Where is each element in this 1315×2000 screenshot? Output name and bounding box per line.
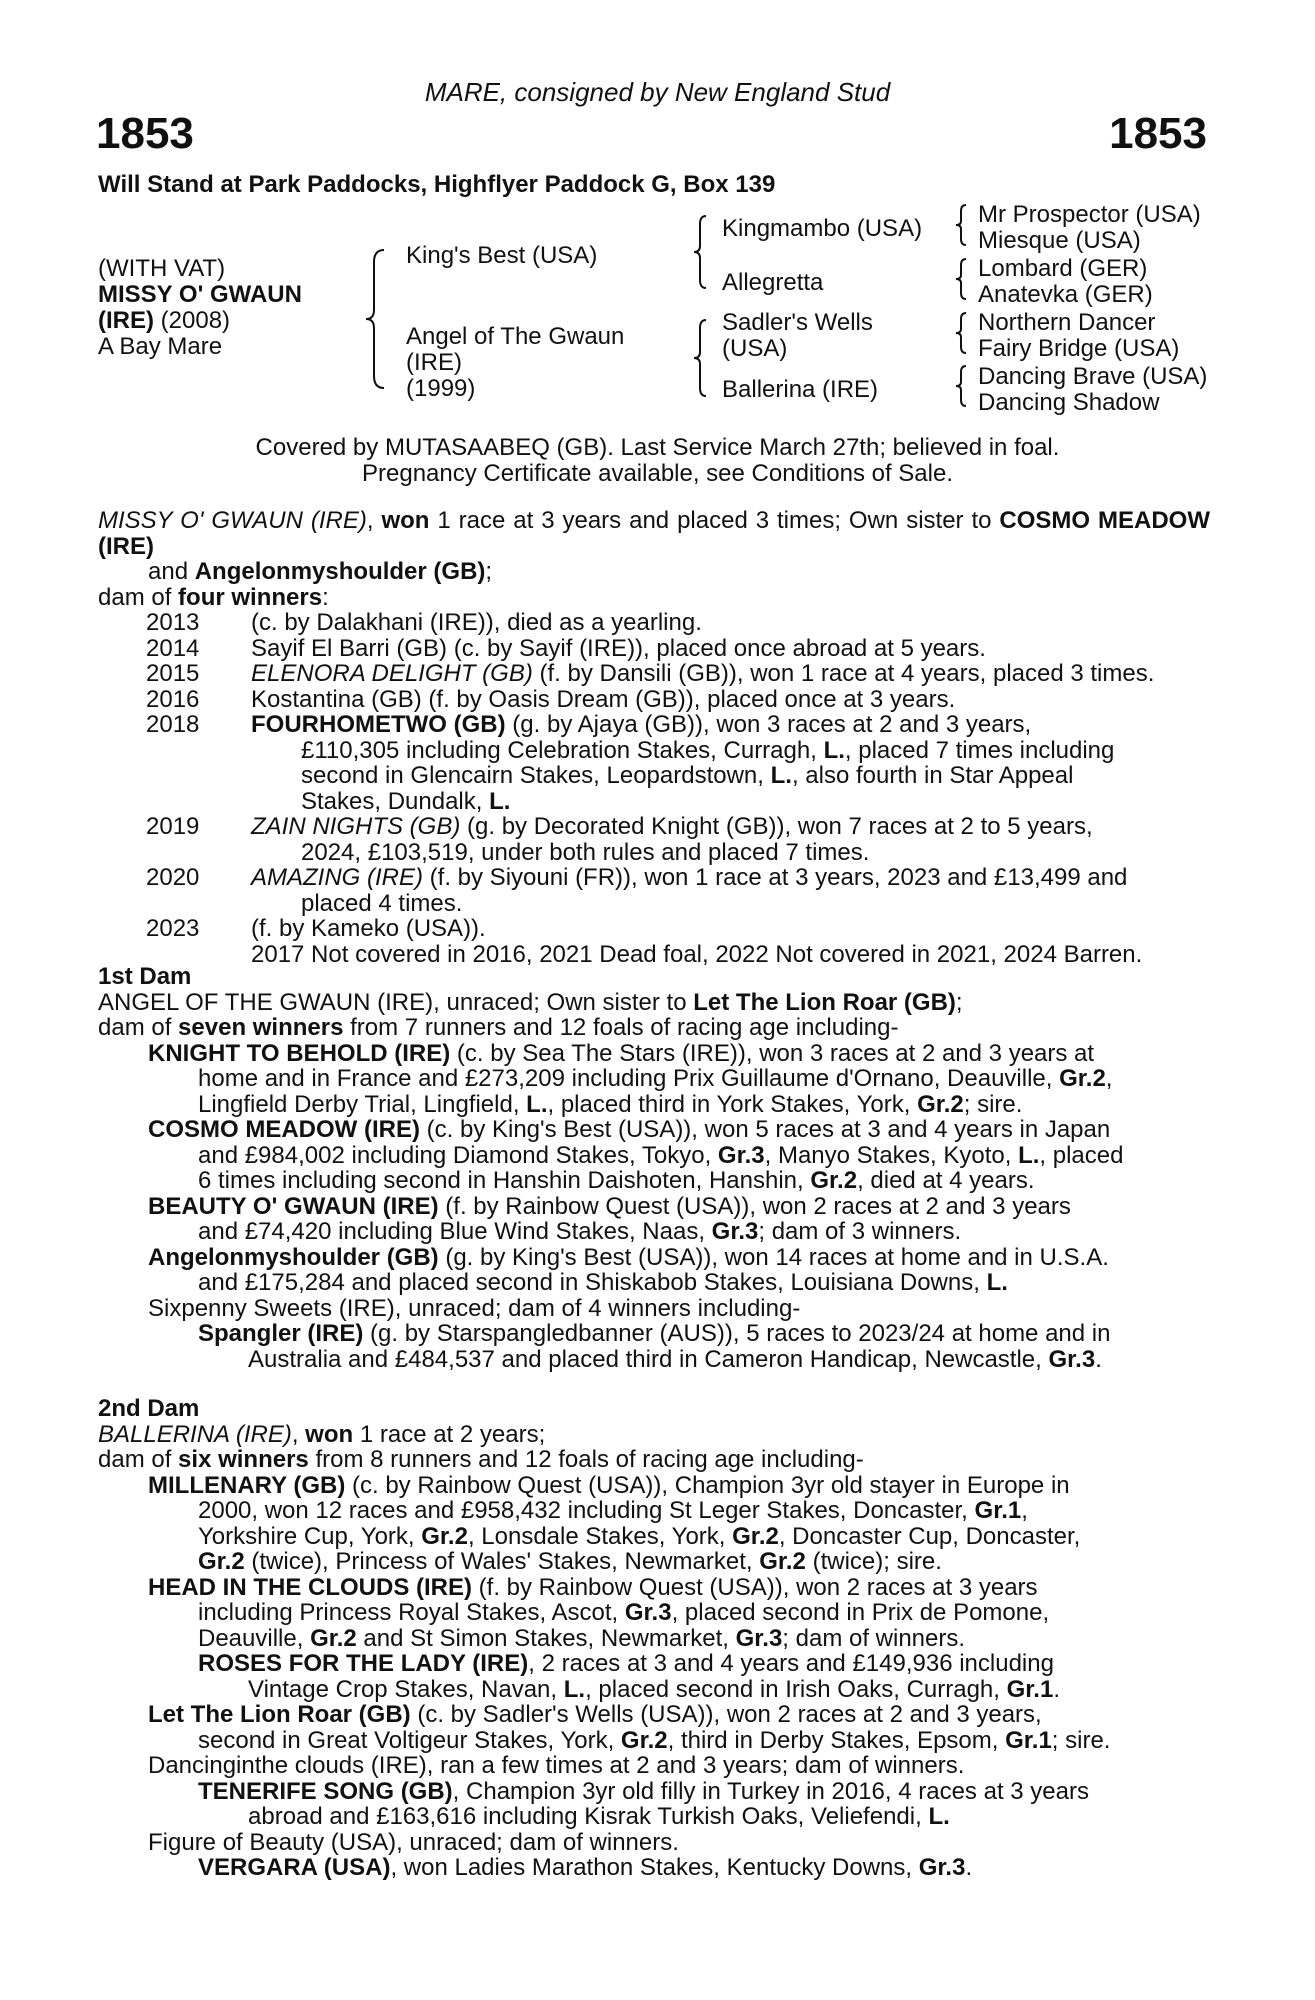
- semicolon: ;: [485, 558, 493, 585]
- produce-cont: , placed 7 times including: [844, 736, 1115, 764]
- entry-text: , Doncaster Cup, Doncaster,: [778, 1522, 1081, 1550]
- pedigree-dam-line2: (IRE): [406, 349, 462, 376]
- grade-badge: Gr.2: [917, 1090, 964, 1118]
- entry-name: BEAUTY O' GWAUN (IRE): [148, 1192, 439, 1220]
- produce-year: 2018: [146, 711, 200, 738]
- entry-text: (c. by Sadler's Wells (USA)), won 2 races at 2 and 3 years,: [410, 1701, 1042, 1728]
- sibling-name: Let The Lion Roar (GB): [693, 988, 956, 1016]
- dam-of-label: dam of: [98, 583, 179, 611]
- pedigree-sire-sire: Kingmambo (USA): [722, 215, 923, 242]
- covered-line1: Covered by MUTASAABEQ (GB). Last Service March 27th; believed in foal.: [255, 434, 1060, 461]
- entry-text: , 2 races at 3 and 4 years and £149,936 including: [528, 1650, 1054, 1677]
- listed-badge: L.: [770, 762, 792, 789]
- produce-year: 2020: [146, 864, 200, 891]
- entry-text: and £984,002 including Diamond Stakes, Tokyo,: [198, 1141, 718, 1169]
- covered-line2: Pregnancy Certificate available, see Conditions of Sale.: [362, 459, 953, 487]
- list-item: [148, 1779, 1210, 1830]
- entry-text: and £175,284 and placed second in Shiskabob Stakes, Louisiana Downs,: [198, 1269, 987, 1296]
- entry-text: , Champion 3yr old filly in Turkey in 2016, 4 races at 3 years: [452, 1777, 1089, 1805]
- list-item: Sixpenny Sweets (IRE), unraced; dam of 4 winners including-: [148, 1294, 801, 1322]
- produce-year: 2023: [146, 915, 200, 942]
- text: ;: [955, 988, 963, 1016]
- pedigree-dam-sire-line1: Sadler's Wells: [722, 309, 873, 336]
- produce-row: [98, 916, 1210, 967]
- produce-notes: 2017 Not covered in 2016, 2021 Dead foal, 2022 Not covered in 2021, 2024 Barren.: [251, 940, 1143, 968]
- second-dam-line2: [98, 1447, 1210, 1473]
- list-item: [148, 1651, 1210, 1702]
- first-dam-line2: [98, 1015, 1210, 1041]
- entry-text: 6 times including second in Hanshin Daishoten, Hanshin,: [198, 1167, 811, 1194]
- horse-year: (2008): [154, 307, 231, 334]
- grade-badge: Gr.3: [918, 1854, 966, 1881]
- produce-text: Kostantina (GB) (f. by Oasis Dream (GB)), placed once at 3 years.: [251, 685, 956, 713]
- second-dam-entries: [98, 1473, 1210, 1881]
- grade-badge: Gr.3: [1048, 1345, 1096, 1373]
- list-item: [148, 1245, 1210, 1296]
- entry-text: (c. by Sea The Stars (IRE)), won 3 races at 2 and 3 years at: [450, 1039, 1095, 1067]
- listed-badge: L.: [823, 736, 845, 764]
- list-item: Dancinginthe clouds (IRE), ran a few times at 2 and 3 years; dam of winners.: [148, 1752, 965, 1779]
- list-item: Figure of Beauty (USA), unraced; dam of winners.: [148, 1828, 679, 1856]
- pedigree-ssd: Miesque (USA): [978, 227, 1141, 254]
- entry-name: VERGARA (USA): [198, 1854, 391, 1881]
- produce-year: 2015: [146, 660, 200, 687]
- entry-text: Vintage Crop Stakes, Navan,: [248, 1675, 564, 1703]
- list-item: [148, 1702, 1210, 1753]
- produce-row: [98, 865, 1210, 916]
- lot-number-right: 1853: [1109, 109, 1207, 158]
- produce-text: (c. by Dalakhani (IRE)), died as a yearling.: [251, 609, 702, 636]
- entry-name: KNIGHT TO BEHOLD (IRE): [148, 1039, 451, 1067]
- entry-name: ROSES FOR THE LADY (IRE): [198, 1650, 529, 1677]
- first-dam-heading: 1st Dam: [98, 963, 192, 990]
- produce-name: ZAIN NIGHTS (GB): [251, 813, 461, 840]
- mare-summary: [98, 508, 1210, 967]
- produce-text: Sayif El Barri (GB) (c. by Sayif (IRE)), placed once abroad at 5 years.: [251, 634, 986, 662]
- produce-cont: placed 4 times.: [301, 889, 463, 917]
- and-word: and: [148, 558, 195, 585]
- entry-text: , placed second in Irish Oaks, Curragh,: [585, 1675, 1007, 1703]
- grade-badge: Gr.3: [624, 1599, 672, 1626]
- pedigree-dss: Northern Dancer: [978, 309, 1156, 336]
- grade-badge: L.: [526, 1090, 548, 1118]
- entry-text: abroad and £163,616 including Kisrak Turkish Oaks, Veliefendi,: [248, 1803, 929, 1830]
- entry-text: , Lonsdale Stakes, York,: [467, 1522, 733, 1550]
- produce-text: [251, 661, 1210, 687]
- produce-text: [251, 712, 1210, 814]
- pedigree-dam-line1: Angel of The Gwaun: [406, 323, 625, 350]
- pedigree-sss: Mr Prospector (USA): [978, 201, 1201, 228]
- produce-cont: Stakes, Dundalk,: [301, 787, 490, 815]
- entry-text: (c. by King's Best (USA)), won 5 races at 3 and 4 years in Japan: [419, 1116, 1111, 1143]
- consignment-line: MARE, consigned by New England Stud: [424, 77, 891, 107]
- entry-text: and St Simon Stakes, Newmarket,: [356, 1624, 736, 1652]
- grade-badge: Gr.3: [735, 1624, 783, 1652]
- entry-text: ; dam of winners.: [782, 1624, 966, 1652]
- entry-text: ,: [1021, 1497, 1028, 1524]
- lot-number-left: 1853: [96, 109, 194, 158]
- pedigree-dam-dam: Ballerina (IRE): [722, 376, 879, 403]
- produce-detail: (f. by Siyouni (FR)), won 1 race at 3 years, 2023 and £13,499 and: [423, 864, 1128, 891]
- entry-text: (twice), Princess of Wales' Stakes, Newmarket,: [244, 1548, 760, 1575]
- sibling-2: Angelonmyshoulder (GB): [194, 558, 486, 585]
- dam-of-line: [98, 585, 1210, 611]
- grade-badge: Gr.2: [198, 1548, 245, 1575]
- grade-badge: Gr.2: [759, 1548, 806, 1575]
- entry-name: Let The Lion Roar (GB): [148, 1701, 411, 1728]
- entry-name: TENERIFE SONG (GB): [198, 1777, 453, 1805]
- entry-text: ; sire.: [1051, 1726, 1111, 1754]
- grade-badge: L.: [1018, 1141, 1040, 1169]
- entry-text: (f. by Rainbow Quest (USA)), won 2 races at 3 years: [472, 1573, 1038, 1601]
- sibling-1: COSMO MEADOW (IRE): [98, 507, 1211, 560]
- pedigree-brace-ss: [954, 203, 968, 247]
- entry-text: including Princess Royal Stakes, Ascot,: [198, 1599, 625, 1626]
- winners-count: four winners: [178, 583, 323, 611]
- produce-year: 2013: [146, 609, 200, 636]
- entry-text: .: [1053, 1675, 1060, 1703]
- mare-summary-line2: [98, 559, 1210, 585]
- pedigree-dam: [406, 324, 624, 402]
- entry-name: COSMO MEADOW (IRE): [148, 1116, 420, 1143]
- entry-text: (twice); sire.: [805, 1548, 942, 1575]
- list-item: [148, 1041, 1210, 1118]
- entry-text: and £74,420 including Blue Wind Stakes, Naas,: [198, 1218, 712, 1245]
- pedigree-dam-sire: [722, 310, 873, 362]
- mare-name: MISSY O' GWAUN (IRE): [98, 507, 367, 534]
- grade-badge: Gr.1: [1006, 1675, 1054, 1703]
- produce-detail: (f. by Kameko (USA)).: [251, 915, 486, 942]
- entry-text: , Manyo Stakes, Kyoto,: [764, 1141, 1019, 1169]
- pedigree-brace-sd: [954, 257, 968, 301]
- vat-note: (WITH VAT): [98, 255, 226, 282]
- grade-badge: Gr.2: [1059, 1065, 1106, 1092]
- entry-text: Australia and £484,537 and placed third in Cameron Handicap, Newcastle,: [248, 1345, 1049, 1373]
- produce-list: [98, 610, 1210, 967]
- produce-cont: , also fourth in Star Appeal: [791, 762, 1074, 789]
- pedigree-brace-dam: [692, 318, 708, 398]
- produce-year: 2019: [146, 813, 200, 840]
- entry-name: MILLENARY (GB): [148, 1471, 346, 1499]
- entry-text: Yorkshire Cup, York,: [198, 1522, 422, 1550]
- grade-badge: Gr.3: [711, 1218, 759, 1245]
- grade-badge: Gr.1: [974, 1497, 1022, 1524]
- list-item: [148, 1321, 1210, 1372]
- pedigree-sire-dam: Allegretta: [722, 269, 824, 296]
- entry-text: , won Ladies Marathon Stakes, Kentucky Downs,: [390, 1854, 919, 1881]
- stand-location: Will Stand at Park Paddocks, Highflyer Paddock G, Box 139: [98, 171, 776, 198]
- horse-country: (IRE): [98, 307, 154, 334]
- produce-row: [98, 814, 1210, 865]
- winners-count: seven winners: [178, 1014, 344, 1041]
- entry-text: , placed second in Prix de Pomone,: [671, 1599, 1050, 1626]
- second-dam-section: [98, 1396, 1210, 1881]
- covered-note: [0, 435, 1315, 486]
- horse-name-line2: [98, 308, 302, 334]
- entry-name: Angelonmyshoulder (GB): [148, 1243, 439, 1271]
- grade-badge: Gr.2: [310, 1624, 357, 1652]
- pedigree-brace-dd: [954, 364, 968, 408]
- pedigree-brace-sire: [692, 214, 708, 290]
- listed-badge: L.: [489, 787, 511, 815]
- dam-name: BALLERINA (IRE): [98, 1420, 292, 1448]
- produce-year: 2016: [146, 685, 200, 713]
- horse-name: MISSY O' GWAUN: [98, 281, 302, 308]
- list-item: [148, 1855, 1210, 1881]
- colon: :: [322, 583, 329, 611]
- entry-text: home and in France and £273,209 including Prix Guillaume d'Ornano, Deauville,: [198, 1065, 1060, 1092]
- produce-row: [98, 610, 1210, 636]
- text: ANGEL OF THE GWAUN (IRE), unraced; Own sister to: [98, 988, 694, 1016]
- entry-text: , third in Derby Stakes, Epsom,: [667, 1726, 1006, 1754]
- produce-name: AMAZING (IRE): [251, 864, 423, 891]
- entry-text: Lingfield Derby Trial, Lingfield,: [198, 1090, 527, 1118]
- entry-text: (g. by King's Best (USA)), won 14 races at home and in U.S.A.: [438, 1243, 1109, 1271]
- produce-text: [251, 814, 1210, 865]
- entry-text: , died at 4 years.: [857, 1167, 1035, 1194]
- entry-name: HEAD IN THE CLOUDS (IRE): [148, 1573, 472, 1601]
- produce-name: FOURHOMETWO (GB): [251, 711, 506, 738]
- first-dam-line1: [98, 990, 1210, 1016]
- horse-description: A Bay Mare: [98, 333, 223, 360]
- pedigree-dam-sire-line2: (USA): [722, 335, 788, 362]
- pedigree-dds: Dancing Brave (USA): [978, 363, 1208, 390]
- entry-text: (f. by Rainbow Quest (USA)), won 2 races at 2 and 3 years: [438, 1192, 1071, 1220]
- text: dam of: [98, 1446, 179, 1473]
- text: from 8 runners and 12 foals of racing age including-: [308, 1446, 864, 1473]
- first-dam-section: [98, 964, 1210, 1372]
- pedigree-ddd: Dancing Shadow: [978, 389, 1160, 416]
- entry-text: , placed: [1039, 1141, 1124, 1169]
- text: ,: [291, 1420, 306, 1448]
- list-item: [148, 1473, 1210, 1575]
- entry-text: , placed third in York Stakes, York,: [547, 1090, 918, 1118]
- text: 1 race at 2 years;: [353, 1420, 546, 1448]
- entry-text: .: [965, 1854, 973, 1881]
- pedigree-dsd: Fairy Bridge (USA): [978, 335, 1180, 362]
- produce-row: [98, 712, 1210, 814]
- grade-badge: L.: [986, 1269, 1008, 1296]
- second-dam-heading: 2nd Dam: [98, 1395, 200, 1422]
- grade-badge: Gr.2: [620, 1726, 668, 1754]
- pedigree-sdd: Anatevka (GER): [978, 281, 1153, 308]
- list-item: [148, 1575, 1210, 1652]
- produce-row: [98, 661, 1210, 687]
- pedigree-brace-main: [364, 248, 386, 390]
- produce-text: [251, 916, 1210, 967]
- won-word: won: [381, 507, 430, 534]
- produce-detail: (g. by Decorated Knight (GB)), won 7 races at 2 to 5 years,: [460, 813, 1093, 840]
- produce-text: [251, 865, 1210, 916]
- entry-text: 2000, won 12 races and £958,432 including St Leger Stakes, Doncaster,: [198, 1497, 975, 1524]
- list-item: [148, 1194, 1210, 1245]
- produce-detail: (g. by Ajaya (GB)), won 3 races at 2 and 3 years,: [505, 711, 1032, 738]
- entry-text: ; dam of 3 winners.: [758, 1218, 962, 1245]
- produce-cont: £110,305 including Celebration Stakes, Curragh,: [301, 736, 824, 764]
- entry-text: (c. by Rainbow Quest (USA)), Champion 3yr old stayer in Europe in: [345, 1471, 1070, 1499]
- grade-badge: Gr.2: [421, 1522, 468, 1550]
- list-item: [148, 1117, 1210, 1194]
- won-word: won: [305, 1420, 354, 1448]
- produce-cont: second in Glencairn Stakes, Leopardstown,: [301, 762, 771, 789]
- pedigree-sire: King's Best (USA): [406, 242, 598, 269]
- entry-name: Spangler (IRE): [198, 1320, 364, 1347]
- text: dam of: [98, 1014, 179, 1041]
- text: from 7 runners and 12 foals of racing age including-: [343, 1014, 899, 1041]
- grade-badge: L.: [928, 1803, 950, 1830]
- produce-row: [98, 636, 1210, 662]
- pedigree-sds: Lombard (GER): [978, 255, 1148, 282]
- entry-text: ; sire.: [963, 1090, 1023, 1118]
- grade-badge: Gr.3: [717, 1141, 765, 1169]
- produce-cont: 2024, £103,519, under both rules and placed 7 times.: [301, 838, 870, 866]
- first-dam-entries: [98, 1041, 1210, 1373]
- pedigree-brace-ds: [954, 311, 968, 355]
- produce-detail: (f. by Dansili (GB)), won 1 race at 4 years, placed 3 times.: [532, 660, 1155, 687]
- grade-badge: Gr.2: [810, 1167, 858, 1194]
- grade-badge: Gr.1: [1005, 1726, 1052, 1754]
- entry-text: Deauville,: [198, 1624, 311, 1652]
- mare-summary-line: MISSY O' GWAUN (IRE), won 1 race at 3 years and placed 3 times; Own sister to COSMO MEADOW (IRE): [98, 507, 1211, 560]
- entry-text: ,: [1105, 1065, 1113, 1092]
- grade-badge: Gr.2: [732, 1522, 779, 1550]
- horse-block: [98, 256, 302, 360]
- produce-row: [98, 687, 1210, 713]
- pedigree-dam-line3: (1999): [406, 375, 476, 402]
- produce-year: 2014: [146, 634, 200, 662]
- grade-badge: L.: [563, 1675, 586, 1703]
- entry-text: second in Great Voltigeur Stakes, York,: [198, 1726, 621, 1754]
- mare-summary-text: 1 race at 3 years and placed 3 times; Own sister to: [429, 507, 1000, 534]
- winners-count: six winners: [178, 1446, 309, 1473]
- second-dam-line1: [98, 1422, 1210, 1448]
- entry-text: .: [1095, 1345, 1102, 1373]
- entry-text: (g. by Starspangledbanner (AUS)), 5 races to 2023/24 at home and in: [363, 1320, 1111, 1347]
- produce-name: ELENORA DELIGHT (GB): [251, 660, 533, 687]
